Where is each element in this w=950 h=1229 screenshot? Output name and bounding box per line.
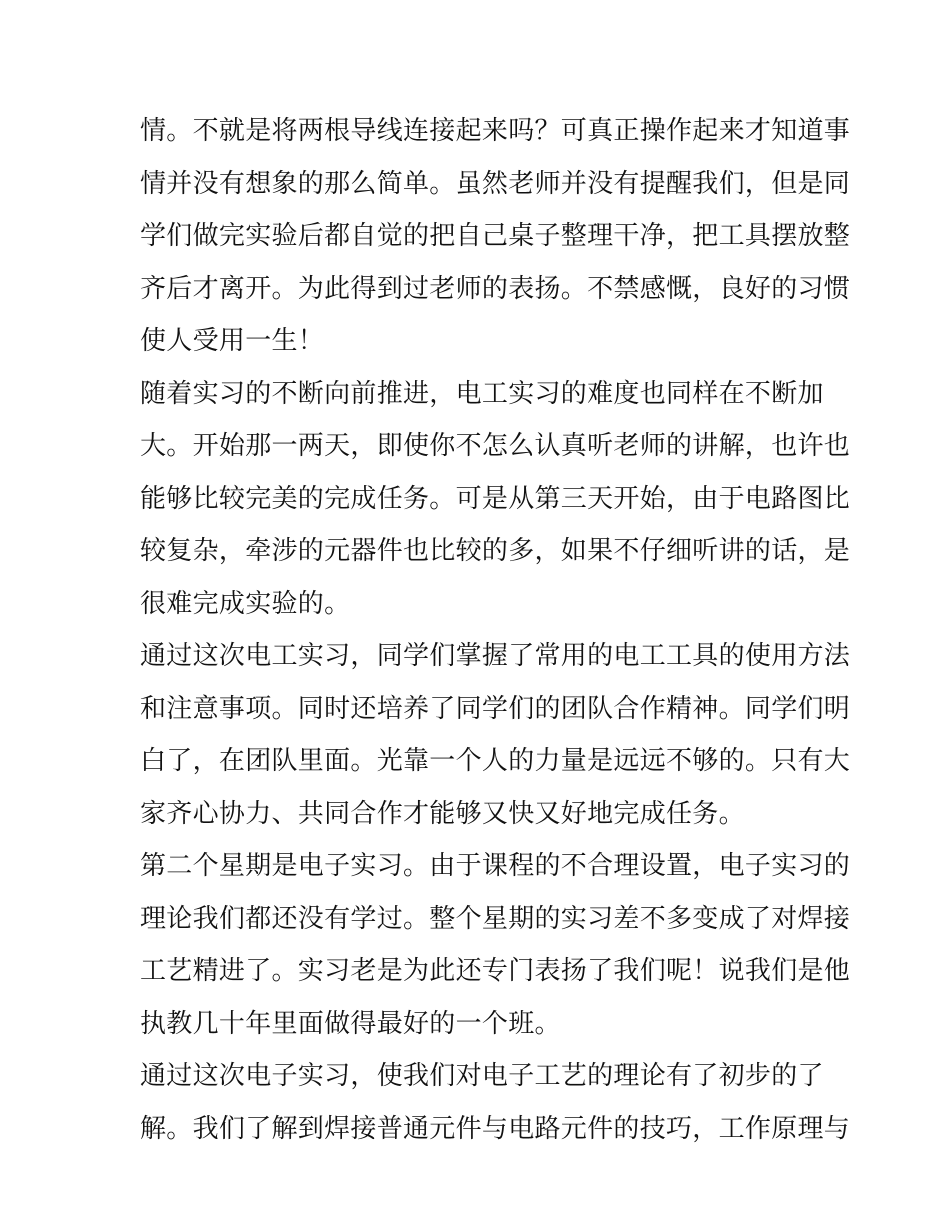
text-line: 工艺精进了。实习老是为此还专门表扬了我们呢！说我们是他 [140,956,851,986]
text-line: 家齐心协力、共同合作才能够又快又好地完成任务。 [140,798,745,829]
text-line: 和注意事项。同时还培养了同学们的团队合作精神。同学们明 [140,693,851,724]
text-line: 通过这次电子实习，使我们对电子工艺的理论有了初步的了 [140,1061,824,1091]
text-line: 齐后才离开。为此得到过老师的表扬。不禁感慨，良好的习惯 [140,273,851,304]
text-line: 执教几十年里面做得最好的一个班。 [140,1008,561,1039]
text-line: 学们做完实验后都自觉的把自己桌子整理干净，把工具摆放整 [140,221,851,251]
text-line: 通过这次电工实习，同学们掌握了常用的电工工具的使用方法 [140,641,851,671]
text-line: 很难完成实验的。 [140,588,351,619]
text-line: 情并没有想象的那么简单。虽然老师并没有提醒我们，但是同 [140,168,851,199]
text-line: 白了，在团队里面。光靠一个人的力量是远远不够的。只有大 [140,746,851,776]
text-line: 理论我们都还没有学过。整个星期的实习差不多变成了对焊接 [140,903,851,934]
text-line: 情。不就是将两根导线连接起来吗？可真正操作起来才知道事 [140,116,851,146]
body-text [140,105,851,1155]
text-line: 第二个星期是电子实习。由于课程的不合理设置，电子实习的 [140,851,851,881]
text-line: 能够比较完美的完成任务。可是从第三天开始，由于电路图比 [140,483,851,514]
text-line: 较复杂，牵涉的元器件也比较的多，如果不仔细听讲的话，是 [140,536,851,566]
text-line: 使人受用一生！ [140,326,325,356]
text-line: 随着实习的不断向前推进，电工实习的难度也同样在不断加 [140,378,824,409]
text-line: 大。开始那一两天，即使你不怎么认真听老师的讲解，也许也 [140,431,851,461]
text-line: 解。我们了解到焊接普通元件与电路元件的技巧，工作原理与 [140,1113,851,1144]
